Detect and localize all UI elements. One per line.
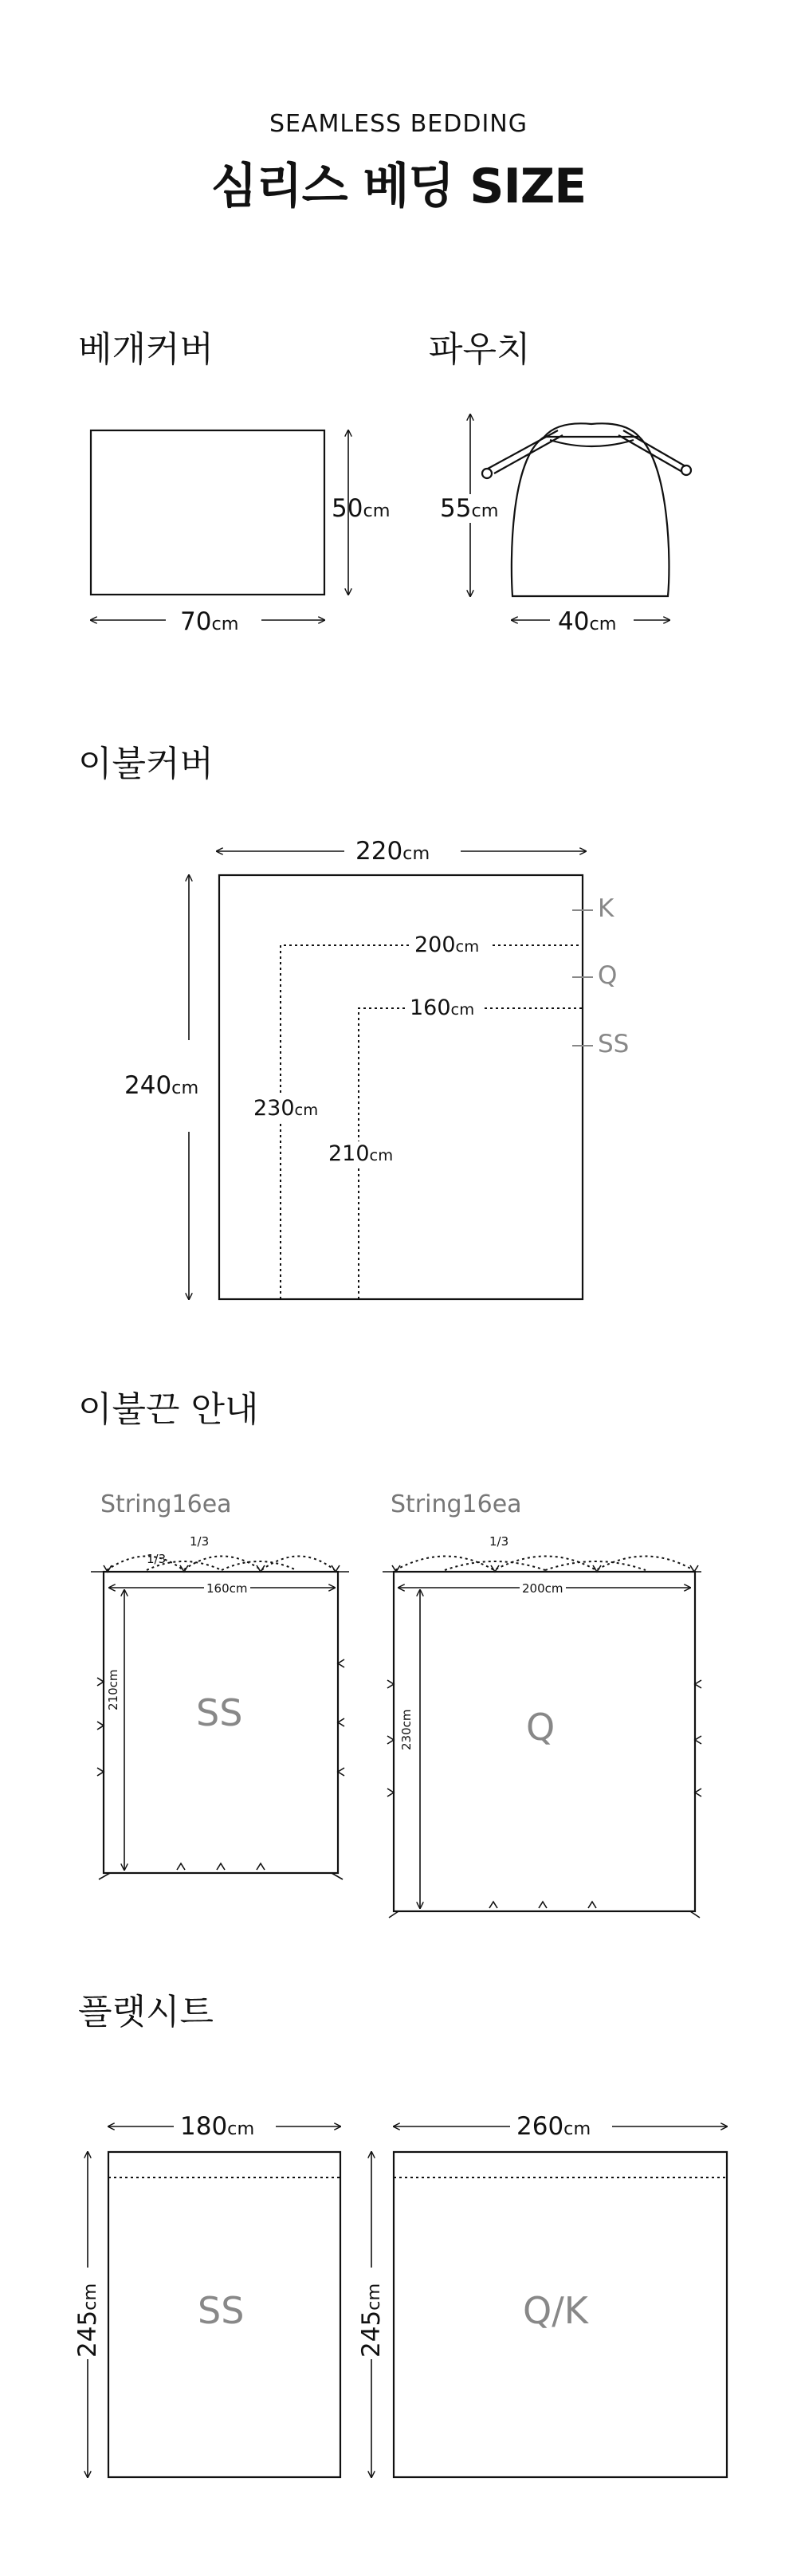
- duvet-ss-height-unit: cm: [369, 1146, 394, 1164]
- flat-ss-height-value: 245: [73, 2310, 102, 2358]
- flat-qk-width-value: 260: [516, 2112, 564, 2141]
- flat-qk-height-unit: cm: [363, 2283, 384, 2311]
- duvet-cover-title: 이불커버: [78, 744, 214, 784]
- pillow-height-value: 50: [332, 494, 363, 523]
- flat-qk-width-label: [516, 2112, 591, 2141]
- duvet-ss-width-unit: cm: [450, 1000, 475, 1019]
- pouch-height-value: 55: [440, 494, 472, 523]
- duvet-cover-shape: [219, 875, 583, 1299]
- strings-ss-arc-label-2: 1/3: [147, 1552, 167, 1566]
- duvet-q-width-label: [414, 933, 479, 957]
- duvet-q-width-unit: cm: [455, 937, 480, 956]
- pillow-cover-shape: [91, 430, 324, 595]
- flat-ss-height-label: [73, 2283, 102, 2358]
- duvet-ss-width-value: 160: [410, 995, 451, 1020]
- strings-ss-count: String16ea: [100, 1490, 232, 1518]
- strings-ss-width-label: 160cm: [204, 1581, 250, 1596]
- strings-ss-size-name: SS: [196, 1691, 243, 1734]
- pouch-title: 파우치: [429, 329, 531, 370]
- pillow-cover-title: 베개커버: [78, 329, 214, 370]
- pillow-width-unit: cm: [211, 614, 239, 634]
- pouch-width-value: 40: [558, 607, 590, 636]
- duvet-ss-width-label: [410, 995, 474, 1020]
- duvet-height-label: [124, 1071, 198, 1100]
- duvet-width-unit: cm: [402, 843, 430, 864]
- flat-sheet-title: 플랫시트: [78, 1992, 214, 2032]
- page-subtitle: SEAMLESS BEDDING: [269, 110, 528, 138]
- size-label-q: Q: [598, 961, 618, 990]
- flat-ss-width-unit: cm: [227, 2119, 255, 2139]
- duvet-height-value: 240: [124, 1071, 172, 1100]
- duvet-q-height-value: 230: [253, 1096, 295, 1121]
- strings-ss-height-label: 210cm: [106, 1669, 120, 1710]
- flat-ss-width-label: [180, 2112, 254, 2141]
- size-label-ss: SS: [598, 1030, 630, 1058]
- pouch-width-unit: cm: [589, 614, 617, 634]
- duvet-width-value: 220: [355, 837, 403, 866]
- duvet-ss-height-label: [328, 1141, 393, 1166]
- flat-ss-height-unit: cm: [80, 2283, 100, 2311]
- strings-q-height-label: 230cm: [399, 1709, 414, 1750]
- pillow-width-label: [180, 607, 238, 636]
- flat-qk-size-name: Q/K: [523, 2289, 588, 2332]
- pillow-height-unit: cm: [363, 501, 391, 521]
- pouch-width-label: [558, 607, 616, 636]
- pouch-height-label: [440, 494, 498, 523]
- duvet-width-label: [355, 837, 430, 866]
- flat-qk-height-value: 245: [357, 2310, 386, 2358]
- pillow-width-value: 70: [180, 607, 212, 636]
- pillow-height-label: [332, 494, 390, 523]
- duvet-q-height-label: [253, 1096, 318, 1121]
- flat-qk-width-unit: cm: [563, 2119, 591, 2139]
- flat-qk-height-label: [357, 2283, 386, 2358]
- strings-ss-arc-label-1: 1/3: [190, 1534, 210, 1549]
- strings-q-width-label: 200cm: [520, 1581, 566, 1596]
- strings-q-size-name: Q: [526, 1706, 556, 1749]
- duvet-q-height-unit: cm: [294, 1101, 319, 1119]
- duvet-strings-title: 이불끈 안내: [78, 1389, 259, 1430]
- page-title: 심리스 베딩 SIZE: [210, 159, 587, 214]
- pouch-height-unit: cm: [471, 501, 499, 521]
- size-label-k: K: [598, 894, 614, 923]
- duvet-q-outline: [281, 945, 410, 1299]
- duvet-ss-height-value: 210: [328, 1141, 370, 1166]
- strings-q-arc-label: 1/3: [489, 1534, 509, 1549]
- flat-ss-size-name: SS: [198, 2289, 245, 2332]
- strings-q-count: String16ea: [391, 1490, 522, 1518]
- duvet-height-unit: cm: [171, 1078, 199, 1098]
- pouch-shape: [482, 423, 691, 596]
- duvet-q-width-value: 200: [414, 933, 456, 957]
- flat-ss-width-value: 180: [180, 2112, 228, 2141]
